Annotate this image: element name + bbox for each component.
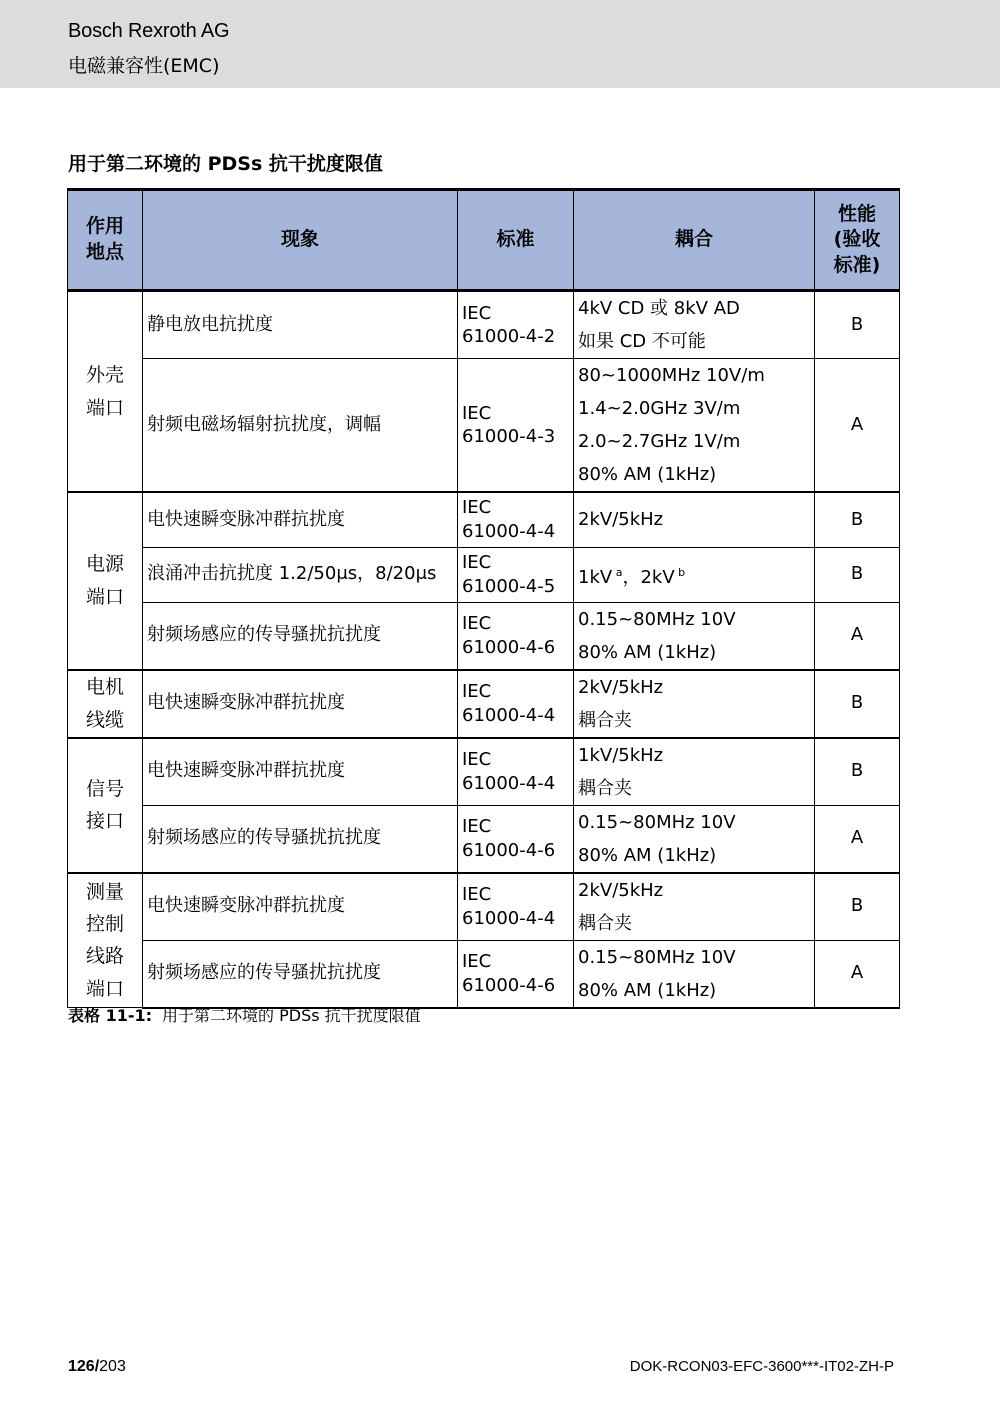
coupling-line: 2kV/5kHz	[578, 879, 664, 901]
performance-cell: B	[815, 547, 900, 602]
performance-cell: A	[815, 359, 900, 493]
table-row	[68, 547, 900, 602]
performance-cell: B	[815, 670, 900, 738]
performance-cell: B	[815, 492, 900, 547]
coupling-line: 2kV/5kHz	[578, 676, 664, 698]
coupling-cell	[574, 547, 815, 602]
coupling-line: 4kV CD 或 8kV AD	[578, 298, 740, 319]
standard-cell: IEC 61000-4-4	[458, 670, 574, 738]
coupling-line: 如果 CD 不可能	[578, 331, 706, 352]
coupling-line: 2kV/5kHz	[578, 509, 664, 531]
coupling-line: 耦合夹	[578, 912, 632, 934]
location-cell: 外壳 端口	[68, 291, 143, 493]
coupling-cell	[574, 359, 815, 493]
performance-cell: A	[815, 940, 900, 1008]
coupling-line: 80% AM (1kHz)	[578, 641, 717, 663]
coupling-cell	[574, 602, 815, 670]
header-performance: 性能 (验收 标准)	[815, 190, 900, 291]
performance-cell: A	[815, 602, 900, 670]
table-caption	[68, 1003, 421, 1026]
location-cell: 电机 线缆	[68, 670, 143, 738]
phenomenon-cell: 浪涌冲击抗扰度 1.2/50μs，8/20μs	[143, 547, 458, 602]
phenomenon-cell: 射频电磁场辐射抗扰度，调幅	[143, 359, 458, 493]
table-title: 用于第二环境的 PDSs 抗干扰度限值	[68, 153, 383, 175]
coupling-cell	[574, 738, 815, 806]
coupling-line: 0.15~80MHz 10V	[578, 608, 736, 630]
coupling-line: 1kV $^a$，2kV $^b$	[578, 565, 686, 588]
page-total: 203	[99, 1358, 126, 1375]
header-location: 作用 地点	[68, 190, 143, 291]
standard-cell: IEC 61000-4-5	[458, 547, 574, 602]
caption-label: 表格 11-1:	[68, 1006, 153, 1025]
standard-cell: IEC 61000-4-3	[458, 359, 574, 493]
table-row	[68, 359, 900, 493]
coupling-line: 2.0~2.7GHz 1V/m	[578, 431, 741, 452]
coupling-line: 80~1000MHz 10V/m	[578, 365, 765, 386]
header-phenomenon: 现象	[143, 190, 458, 291]
coupling-line: 耦合夹	[578, 777, 632, 799]
phenomenon-cell: 射频场感应的传导骚扰抗扰度	[143, 805, 458, 873]
caption-text: 用于第二环境的 PDSs 抗干扰度限值	[162, 1006, 421, 1025]
standard-cell: IEC 61000-4-4	[458, 738, 574, 806]
standard-cell: IEC 61000-4-6	[458, 940, 574, 1008]
standard-cell: IEC 61000-4-6	[458, 805, 574, 873]
coupling-cell	[574, 805, 815, 873]
table-row	[68, 602, 900, 670]
coupling-line: 1.4~2.0GHz 3V/m	[578, 398, 741, 419]
phenomenon-cell: 射频场感应的传导骚扰抗扰度	[143, 940, 458, 1008]
table-body	[68, 291, 900, 1008]
coupling-cell	[574, 940, 815, 1008]
performance-cell: B	[815, 873, 900, 941]
header-coupling: 耦合	[574, 190, 815, 291]
table-row	[68, 738, 900, 806]
company-name: Bosch Rexroth AG	[68, 20, 230, 42]
coupling-line: 0.15~80MHz 10V	[578, 946, 736, 968]
phenomenon-cell: 电快速瞬变脉冲群抗扰度	[143, 738, 458, 806]
location-cell: 电源 端口	[68, 492, 143, 670]
table-row	[68, 805, 900, 873]
coupling-line: 80% AM (1kHz)	[578, 464, 717, 485]
coupling-cell	[574, 670, 815, 738]
phenomenon-cell: 电快速瞬变脉冲群抗扰度	[143, 873, 458, 941]
table-row	[68, 492, 900, 547]
phenomenon-cell: 电快速瞬变脉冲群抗扰度	[143, 492, 458, 547]
coupling-cell	[574, 291, 815, 359]
standard-cell: IEC 61000-4-4	[458, 492, 574, 547]
page-number	[68, 1358, 126, 1376]
coupling-line: 80% AM (1kHz)	[578, 844, 717, 866]
standard-cell: IEC 61000-4-6	[458, 602, 574, 670]
table-row	[68, 873, 900, 941]
table-row	[68, 670, 900, 738]
phenomenon-cell: 静电放电抗扰度	[143, 291, 458, 359]
immunity-limits-table	[67, 188, 900, 1009]
phenomenon-cell: 电快速瞬变脉冲群抗扰度	[143, 670, 458, 738]
coupling-cell	[574, 492, 815, 547]
table-header-row	[68, 190, 900, 291]
location-cell: 信号 接口	[68, 738, 143, 873]
performance-cell: B	[815, 738, 900, 806]
performance-cell: B	[815, 291, 900, 359]
performance-cell: A	[815, 805, 900, 873]
coupling-cell	[574, 873, 815, 941]
standard-cell: IEC 61000-4-4	[458, 873, 574, 941]
location-cell: 测量 控制 线路 端口	[68, 873, 143, 1008]
page-header	[0, 0, 1000, 88]
standard-cell: IEC 61000-4-2	[458, 291, 574, 359]
coupling-line: 0.15~80MHz 10V	[578, 811, 736, 833]
header-standard: 标准	[458, 190, 574, 291]
phenomenon-cell: 射频场感应的传导骚扰抗扰度	[143, 602, 458, 670]
section-name: 电磁兼容性(EMC)	[68, 55, 220, 77]
document-id: DOK-RCON03-EFC-3600***-IT02-ZH-P	[629, 1358, 894, 1375]
coupling-line: 80% AM (1kHz)	[578, 979, 717, 1001]
table-row	[68, 940, 900, 1008]
coupling-line: 1kV/5kHz	[578, 744, 664, 766]
table-row	[68, 291, 900, 359]
coupling-line: 耦合夹	[578, 709, 632, 731]
page-current: 126/	[68, 1358, 100, 1375]
